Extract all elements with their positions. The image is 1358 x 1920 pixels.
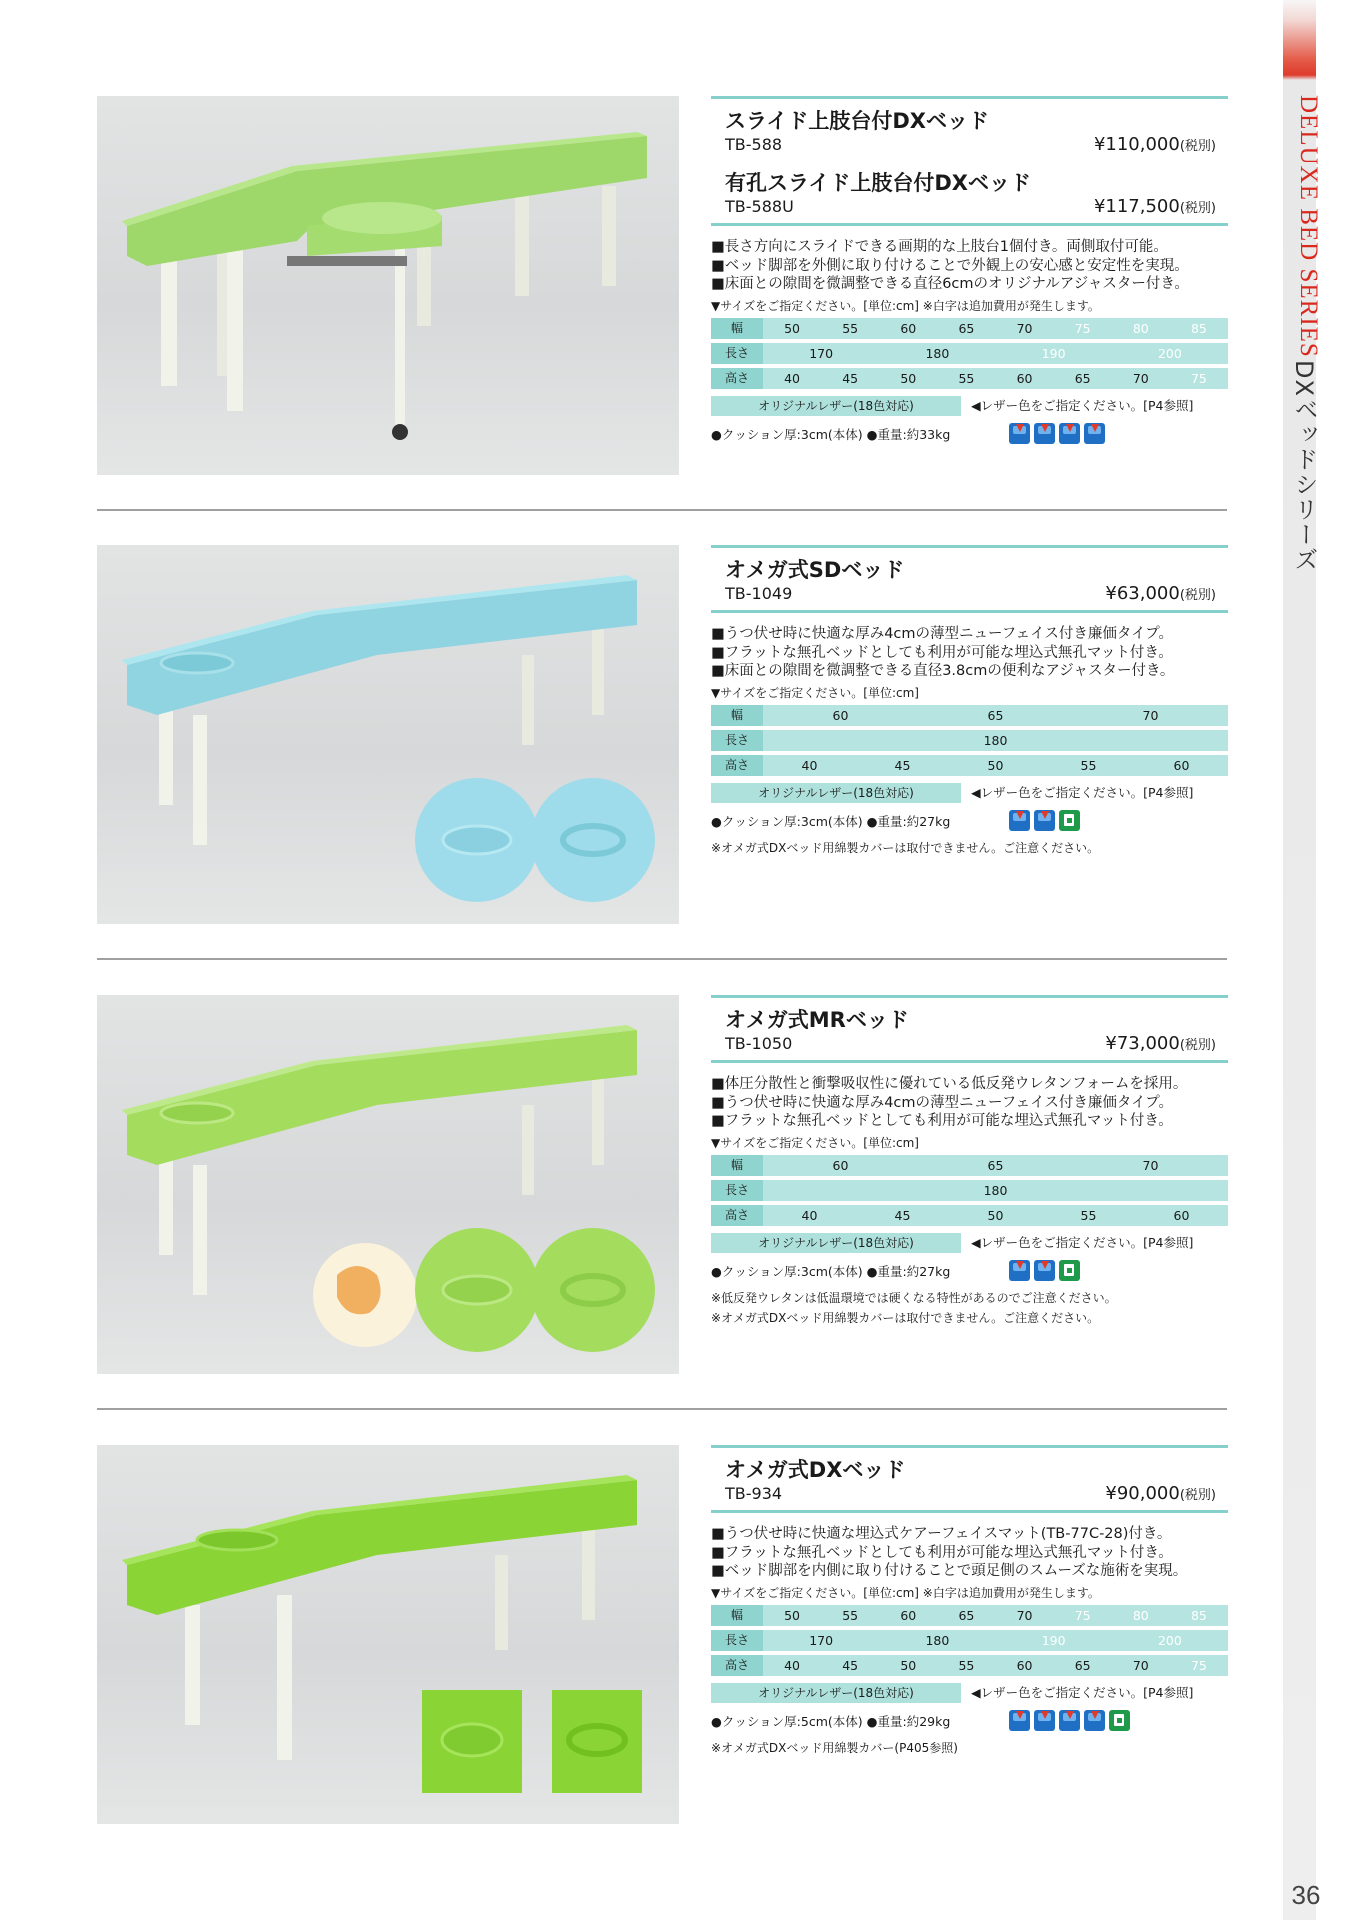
size-note: ▼サイズをご指定ください。[単位:cm] ※白字は追加費用が発生します。 — [711, 298, 1100, 313]
leather-row — [711, 1683, 1228, 1705]
size-value: 65 — [1074, 1657, 1091, 1673]
series-title — [1276, 95, 1322, 575]
product-name: スライド上肢台付DXベッド — [725, 109, 989, 133]
leather-row — [711, 396, 1228, 418]
size-note: ▼サイズをご指定ください。[単位:cm] — [711, 685, 919, 700]
feature-item: ■床面との隙間を微調整できる直径3.8cmの便利なアジャスター付き。 — [711, 663, 1175, 679]
size-value: 60 — [1173, 1207, 1190, 1223]
size-value: 75 — [1190, 1657, 1207, 1673]
size-row-width — [711, 1605, 1228, 1626]
product-photo-tb588 — [97, 96, 679, 475]
warning-note: ※オメガ式DXベッド用綿製カバーは取付できません。ご注意ください。 — [711, 840, 1100, 855]
product-header — [711, 1448, 1228, 1510]
adjuster-icon — [1009, 1260, 1030, 1281]
size-value: 55 — [842, 320, 859, 336]
spec-text: ●クッション厚:5cm(本体) ●重量:約29kg — [711, 1713, 951, 1729]
product-price: ¥117,500(税別) — [1093, 196, 1216, 217]
adjuster-icon — [1009, 810, 1030, 831]
size-value: 40 — [801, 1207, 818, 1223]
adjuster-icon — [1084, 1710, 1105, 1731]
product-name: 有孔スライド上肢台付DXベッド — [725, 171, 1031, 195]
feature-icons — [1009, 1710, 1130, 1731]
size-value: 60 — [832, 707, 849, 723]
feature-item: ■フラットな無孔ベッドとしても利用が可能な埋込式無孔マット付き。 — [711, 1113, 1173, 1129]
size-value: 55 — [842, 1607, 859, 1623]
size-value: 60 — [1016, 370, 1033, 386]
feature-icons — [1009, 1260, 1080, 1281]
size-value: 75 — [1074, 1607, 1091, 1623]
product-code: TB-1049 — [725, 584, 793, 603]
size-row-height — [711, 368, 1228, 389]
face-hole-icon — [1059, 810, 1080, 831]
series-title-en: DELUXE BED SERIES — [1295, 95, 1322, 358]
product-header — [711, 548, 1228, 610]
page-number: 36 — [1291, 1880, 1321, 1910]
size-value: 75 — [1074, 320, 1091, 336]
header-rule — [711, 223, 1228, 226]
size-row-length — [711, 343, 1228, 364]
feature-item: ■うつ伏せ時に快適な埋込式ケアーフェイスマット(TB-77C-28)付き。 — [711, 1526, 1172, 1542]
feature-item: ■長さ方向にスライドできる画期的な上肢台1個付き。両側取付可能。 — [711, 239, 1168, 255]
adjuster-icon — [1059, 1710, 1080, 1731]
size-value: 170 — [809, 345, 834, 361]
product-info-tb588 — [711, 96, 1228, 451]
product-name: オメガ式MRベッド — [725, 1008, 909, 1032]
spec-line — [711, 1710, 1228, 1738]
size-value: 45 — [842, 370, 859, 386]
spec-text: ●クッション厚:3cm(本体) ●重量:約27kg — [711, 1263, 951, 1279]
feature-item: ■フラットな無孔ベッドとしても利用が可能な埋込式無孔マット付き。 — [711, 1544, 1173, 1561]
size-value: 50 — [987, 757, 1004, 773]
warning-note: ※オメガ式DXベッド用綿製カバーは取付できません。ご注意ください。 — [711, 1310, 1100, 1325]
size-value: 70 — [1132, 1657, 1149, 1673]
size-value: 70 — [1016, 320, 1033, 336]
size-value: 200 — [1157, 345, 1182, 361]
size-value: 65 — [987, 1157, 1004, 1173]
size-note: ▼サイズをご指定ください。[単位:cm] ※白字は追加費用が発生します。 — [711, 1585, 1100, 1600]
size-row-length — [711, 730, 1228, 751]
size-value: 70 — [1142, 707, 1159, 723]
size-value: 50 — [900, 1657, 917, 1673]
size-value: 65 — [958, 320, 975, 336]
size-value: 180 — [983, 732, 1008, 748]
product-code: TB-588 — [725, 135, 783, 154]
feature-item: ■うつ伏せ時に快適な厚み4cmの薄型ニューフェイス付き廉価タイプ。 — [711, 1094, 1174, 1111]
warning-note: ※低反発ウレタンは低温環境では硬くなる特性があるのでご注意ください。 — [711, 1290, 1117, 1305]
series-title-ja: DXベッドシリーズ — [1290, 360, 1318, 572]
product-price: ¥63,000(税別) — [1105, 583, 1216, 604]
product-code: TB-934 — [725, 1484, 783, 1503]
size-value: 55 — [958, 370, 975, 386]
size-value: 55 — [1080, 1207, 1097, 1223]
size-value: 70 — [1132, 370, 1149, 386]
size-value: 45 — [894, 1207, 911, 1223]
leather-note: ◀レザー色をご指定ください。[P4参照] — [971, 784, 1194, 800]
feature-list — [711, 1075, 1228, 1131]
face-hole-icon — [1059, 1260, 1080, 1281]
size-value: 180 — [925, 1632, 950, 1648]
spec-text: ●クッション厚:3cm(本体) ●重量:約33kg — [711, 426, 951, 442]
product-price: ¥110,000(税別) — [1093, 134, 1216, 155]
header-rule — [711, 610, 1228, 613]
product-photo-tb1050 — [97, 995, 679, 1374]
product-name: オメガ式DXベッド — [725, 1458, 906, 1482]
adjuster-icon — [1009, 423, 1030, 444]
size-row-label: 長さ — [711, 730, 763, 751]
size-value: 60 — [900, 320, 917, 336]
product-code: TB-1050 — [725, 1034, 793, 1053]
product-name: オメガ式SDベッド — [725, 558, 905, 582]
size-value: 65 — [1074, 370, 1091, 386]
spec-text: ●クッション厚:3cm(本体) ●重量:約27kg — [711, 813, 951, 829]
size-value: 60 — [1173, 757, 1190, 773]
size-value: 55 — [958, 1657, 975, 1673]
size-value: 200 — [1157, 1632, 1182, 1648]
size-value: 60 — [832, 1157, 849, 1173]
spec-line — [711, 810, 1228, 838]
size-value: 45 — [842, 1657, 859, 1673]
size-row-label: 高さ — [711, 1655, 763, 1676]
feature-list — [711, 238, 1228, 294]
size-value: 65 — [987, 707, 1004, 723]
leather-tag: オリジナルレザー(18色対応) — [711, 1683, 961, 1703]
size-value: 180 — [925, 345, 950, 361]
size-value: 80 — [1132, 320, 1149, 336]
feature-item: ■ベッド脚部を内側に取り付けることで頭足側のスムーズな施術を実現。 — [711, 1563, 1188, 1579]
size-value: 85 — [1190, 320, 1207, 336]
size-row-label: 高さ — [711, 368, 763, 389]
product-header — [711, 99, 1228, 161]
size-row-label: 高さ — [711, 1205, 763, 1226]
leather-row — [711, 783, 1228, 805]
size-row-width — [711, 318, 1228, 339]
size-note: ▼サイズをご指定ください。[単位:cm] — [711, 1135, 919, 1150]
feature-icons — [1009, 423, 1105, 444]
header-rule — [711, 1510, 1228, 1513]
feature-item: ■ベッド脚部を外側に取り付けることで外観上の安心感と安定性を実現。 — [711, 257, 1189, 274]
leather-note: ◀レザー色をご指定ください。[P4参照] — [971, 397, 1194, 413]
product-info-tb1050 — [711, 995, 1228, 1328]
size-value: 70 — [1016, 1607, 1033, 1623]
size-row-label: 幅 — [711, 1155, 763, 1176]
product-photo-tb1049 — [97, 545, 679, 924]
product-header — [711, 998, 1228, 1060]
size-value: 180 — [983, 1182, 1008, 1198]
size-row-length — [711, 1180, 1228, 1201]
feature-list — [711, 625, 1228, 681]
section-divider — [97, 958, 1227, 960]
size-value: 80 — [1132, 1607, 1149, 1623]
size-value: 55 — [1080, 757, 1097, 773]
header-rule — [711, 1060, 1228, 1063]
size-value: 190 — [1041, 345, 1066, 361]
size-row-width — [711, 705, 1228, 726]
feature-list — [711, 1525, 1228, 1581]
feature-item: ■体圧分散性と衝撃吸収性に優れている低反発ウレタンフォームを採用。 — [711, 1076, 1188, 1092]
adjuster-icon — [1084, 423, 1105, 444]
adjuster-icon — [1009, 1710, 1030, 1731]
feature-item: ■フラットな無孔ベッドとしても利用が可能な埋込式無孔マット付き。 — [711, 644, 1173, 661]
size-row-width — [711, 1155, 1228, 1176]
leather-tag: オリジナルレザー(18色対応) — [711, 1233, 961, 1253]
size-value: 45 — [894, 757, 911, 773]
face-hole-icon — [1109, 1710, 1130, 1731]
product-photo-tb934 — [97, 1445, 679, 1824]
product-code: TB-588U — [725, 197, 794, 216]
size-row-label: 幅 — [711, 705, 763, 726]
size-value: 190 — [1041, 1632, 1066, 1648]
size-row-label: 幅 — [711, 318, 763, 339]
feature-item: ■床面との隙間を微調整できる直径6cmのオリジナルアジャスター付き。 — [711, 276, 1189, 292]
adjuster-icon — [1034, 810, 1055, 831]
size-value: 40 — [784, 1657, 801, 1673]
size-value: 170 — [809, 1632, 834, 1648]
size-row-length — [711, 1630, 1228, 1651]
size-value: 70 — [1142, 1157, 1159, 1173]
size-row-label: 長さ — [711, 1180, 763, 1201]
adjuster-icon — [1034, 1260, 1055, 1281]
size-value: 40 — [784, 370, 801, 386]
size-row-height — [711, 755, 1228, 776]
leather-tag: オリジナルレザー(18色対応) — [711, 783, 961, 803]
adjuster-icon — [1059, 423, 1080, 444]
product-info-tb1049 — [711, 545, 1228, 858]
feature-icons — [1009, 810, 1080, 831]
size-row-label: 長さ — [711, 343, 763, 364]
size-value: 50 — [784, 1607, 801, 1623]
spec-line — [711, 423, 1228, 451]
size-value: 85 — [1190, 1607, 1207, 1623]
section-divider — [97, 1408, 1227, 1410]
size-value: 65 — [958, 1607, 975, 1623]
size-row-label: 幅 — [711, 1605, 763, 1626]
warning-note: ※オメガ式DXベッド用綿製カバー(P405参照) — [711, 1740, 958, 1755]
size-row-height — [711, 1205, 1228, 1226]
adjuster-icon — [1034, 1710, 1055, 1731]
size-value: 50 — [987, 1207, 1004, 1223]
leather-note: ◀レザー色をご指定ください。[P4参照] — [971, 1234, 1194, 1250]
leather-tag: オリジナルレザー(18色対応) — [711, 396, 961, 416]
leather-note: ◀レザー色をご指定ください。[P4参照] — [971, 1684, 1194, 1700]
size-value: 75 — [1190, 370, 1207, 386]
section-divider — [97, 509, 1227, 511]
size-row-label: 高さ — [711, 755, 763, 776]
product-price: ¥90,000(税別) — [1105, 1483, 1216, 1504]
size-value: 50 — [900, 370, 917, 386]
size-value: 50 — [784, 320, 801, 336]
size-row-height — [711, 1655, 1228, 1676]
size-value: 60 — [1016, 1657, 1033, 1673]
size-value: 40 — [801, 757, 818, 773]
product-header-variant — [711, 161, 1228, 223]
spec-line — [711, 1260, 1228, 1288]
product-info-tb934 — [711, 1445, 1228, 1758]
size-row-label: 長さ — [711, 1630, 763, 1651]
product-price: ¥73,000(税別) — [1105, 1033, 1216, 1054]
size-value: 60 — [900, 1607, 917, 1623]
adjuster-icon — [1034, 423, 1055, 444]
feature-item: ■うつ伏せ時に快適な厚み4cmの薄型ニューフェイス付き廉価タイプ。 — [711, 626, 1174, 642]
leather-row — [711, 1233, 1228, 1255]
